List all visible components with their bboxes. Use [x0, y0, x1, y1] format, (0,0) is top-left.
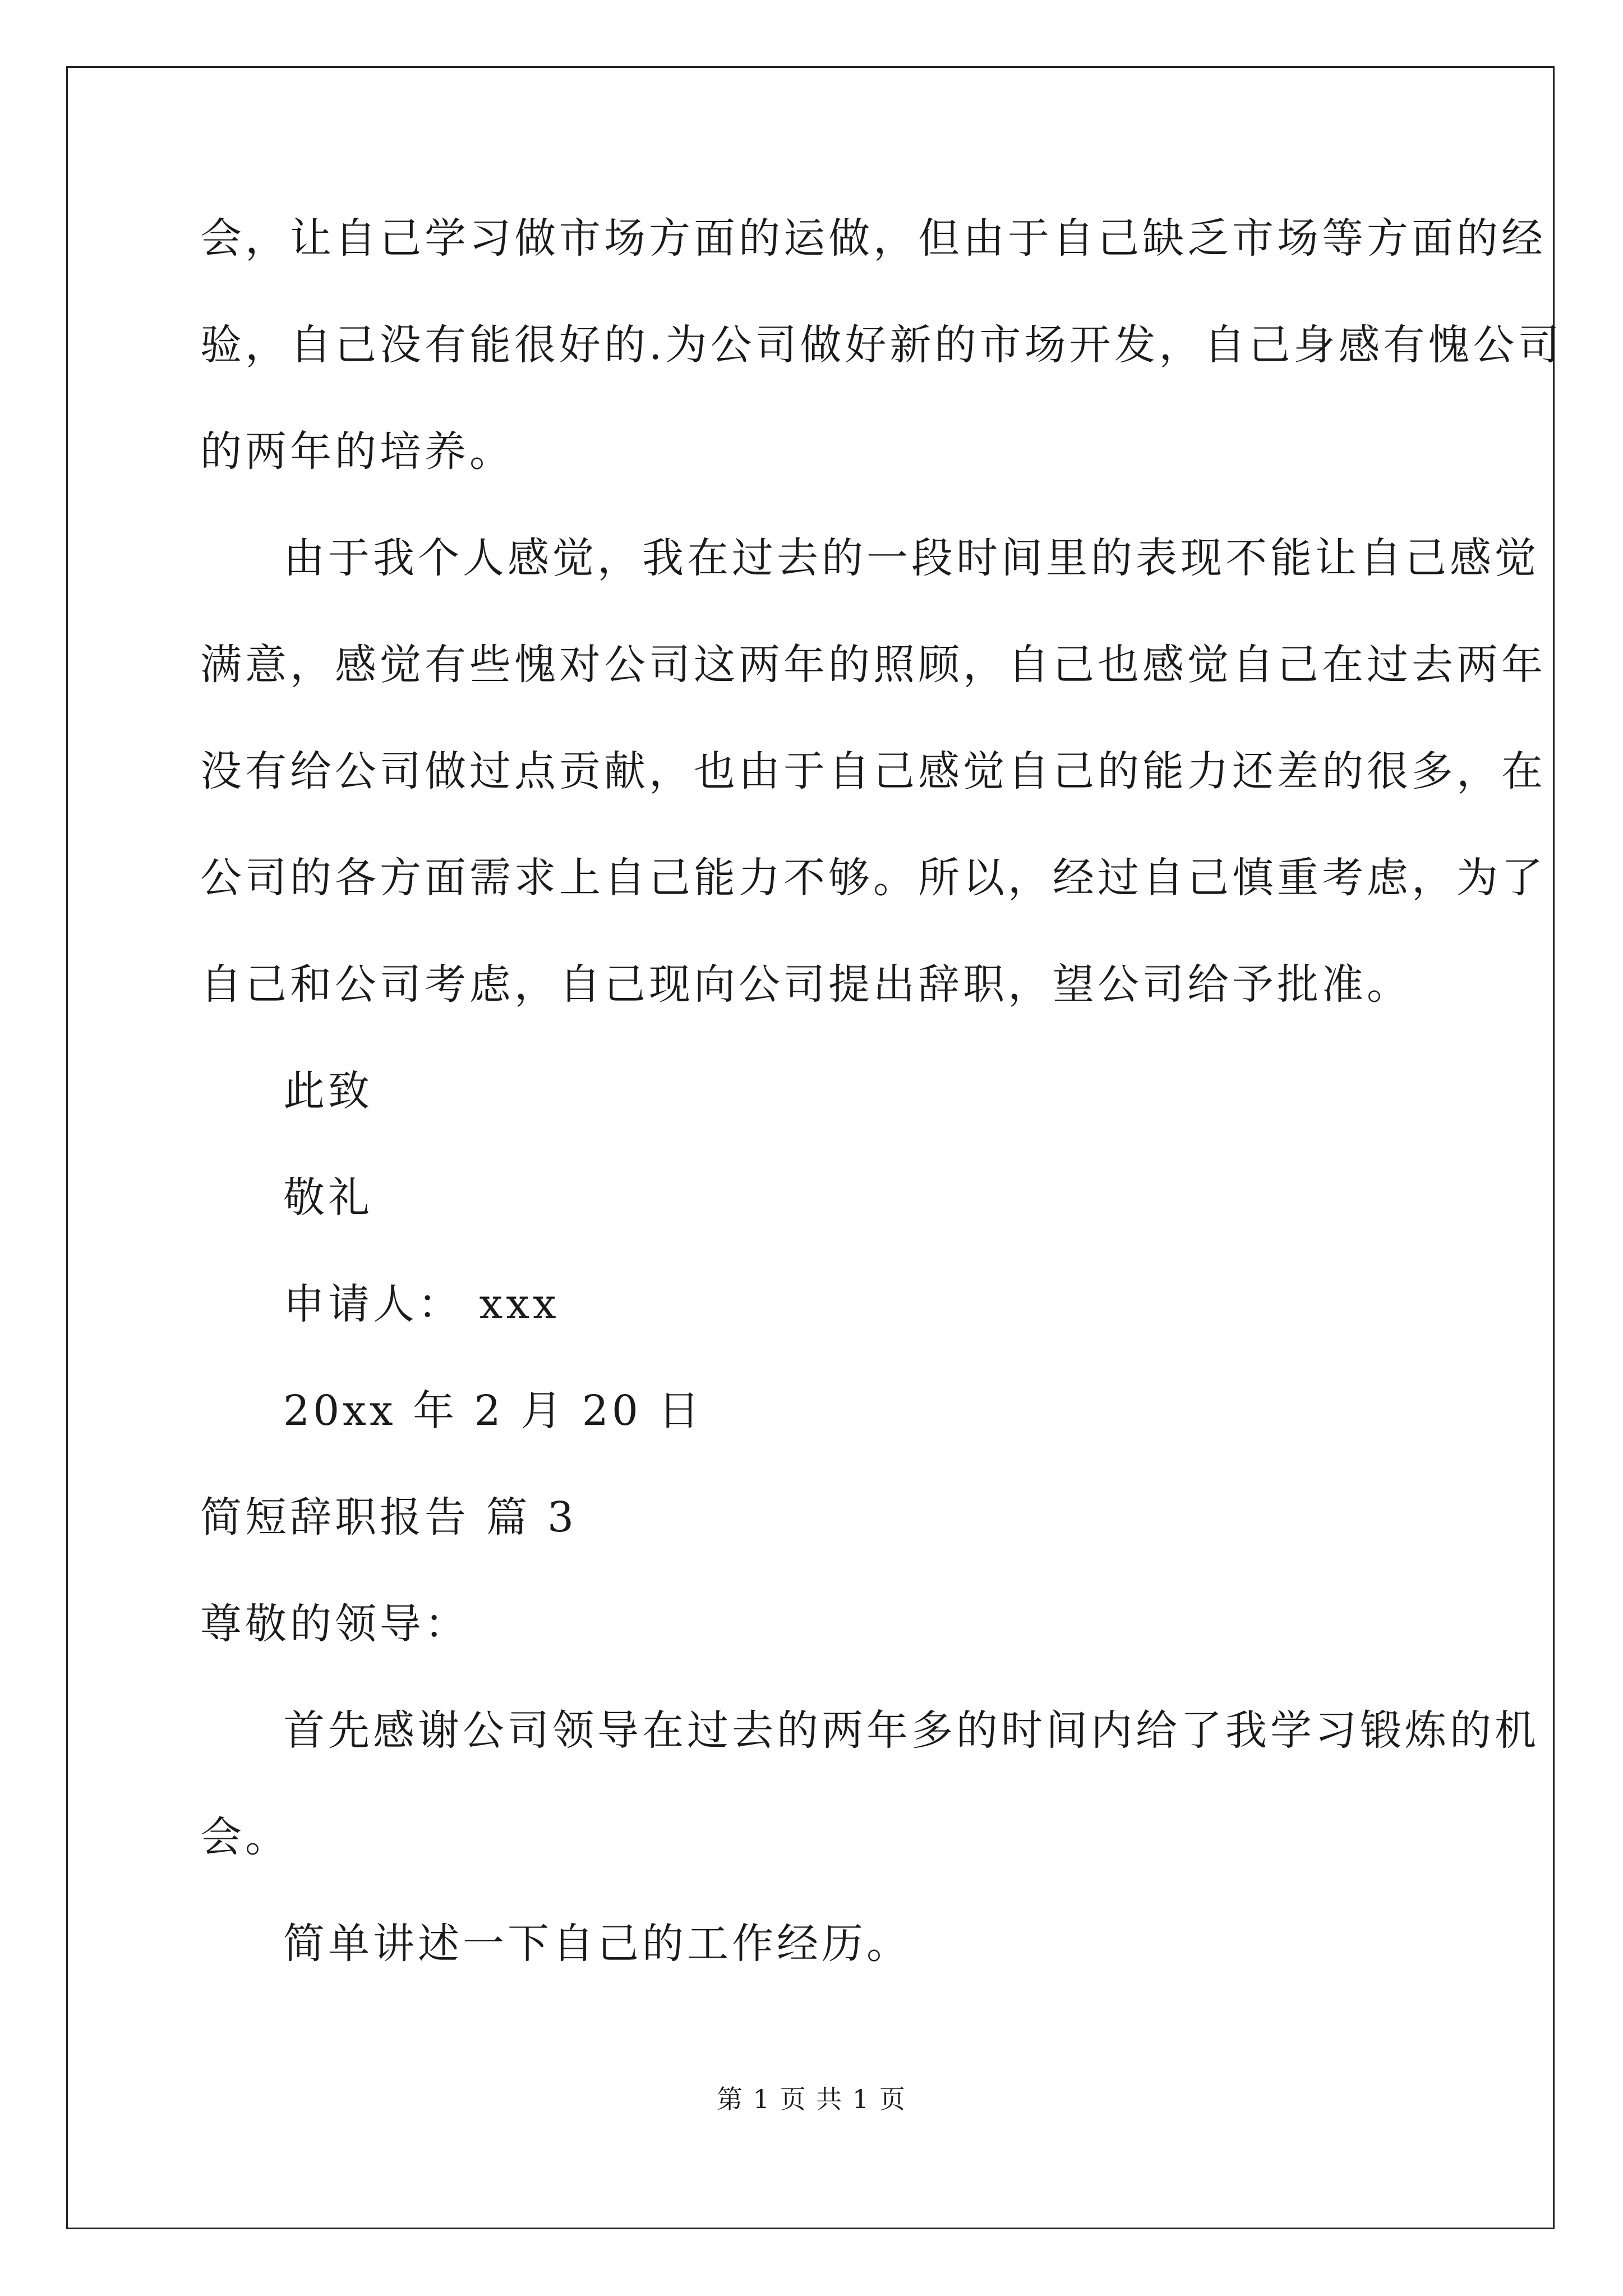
text-line-3: 的两年的培养。 — [200, 427, 514, 476]
closing-regards: 敬礼 — [283, 1174, 373, 1222]
document-body — [200, 185, 1563, 1997]
text-line-17: 简单讲述一下自己的工作经历。 — [283, 1920, 911, 1968]
date-line: 20xx 年 2 月 20 日 — [283, 1387, 703, 1435]
text-line-8: 自己和公司考虑，自己现向公司提出辞职，望公司给予批准。 — [200, 960, 1412, 1009]
page-footer: 第 1 页 共 1 页 — [717, 2084, 906, 2114]
text-line-16: 会。 — [200, 1813, 290, 1861]
applicant-line: 申请人： xxx — [283, 1280, 560, 1328]
section-heading: 简短辞职报告 篇 3 — [200, 1493, 578, 1542]
text-line-6: 没有给公司做过点贡献，也由于自己感觉自己的能力还差的很多，在 — [200, 747, 1546, 795]
closing-salutation: 此致 — [283, 1067, 373, 1115]
text-line-15: 首先感谢公司领导在过去的两年多的时间内给了我学习锻炼的机 — [283, 1706, 1539, 1755]
text-line-1: 会，让自己学习做市场方面的运做，但由于自己缺乏市场等方面的经 — [200, 214, 1546, 263]
greeting-line: 尊敬的领导： — [200, 1600, 469, 1648]
text-line-4: 由于我个人感觉，我在过去的一段时间里的表现不能让自己感觉 — [283, 534, 1539, 582]
text-line-7: 公司的各方面需求上自己能力不够。所以，经过自己慎重考虑，为了 — [200, 854, 1546, 902]
text-line-2: 验，自己没有能很好的.为公司做好新的市场开发，自己身感有愧公司 — [200, 321, 1563, 369]
text-line-5: 满意，感觉有些愧对公司这两年的照顾，自己也感觉自己在过去两年 — [200, 641, 1546, 689]
